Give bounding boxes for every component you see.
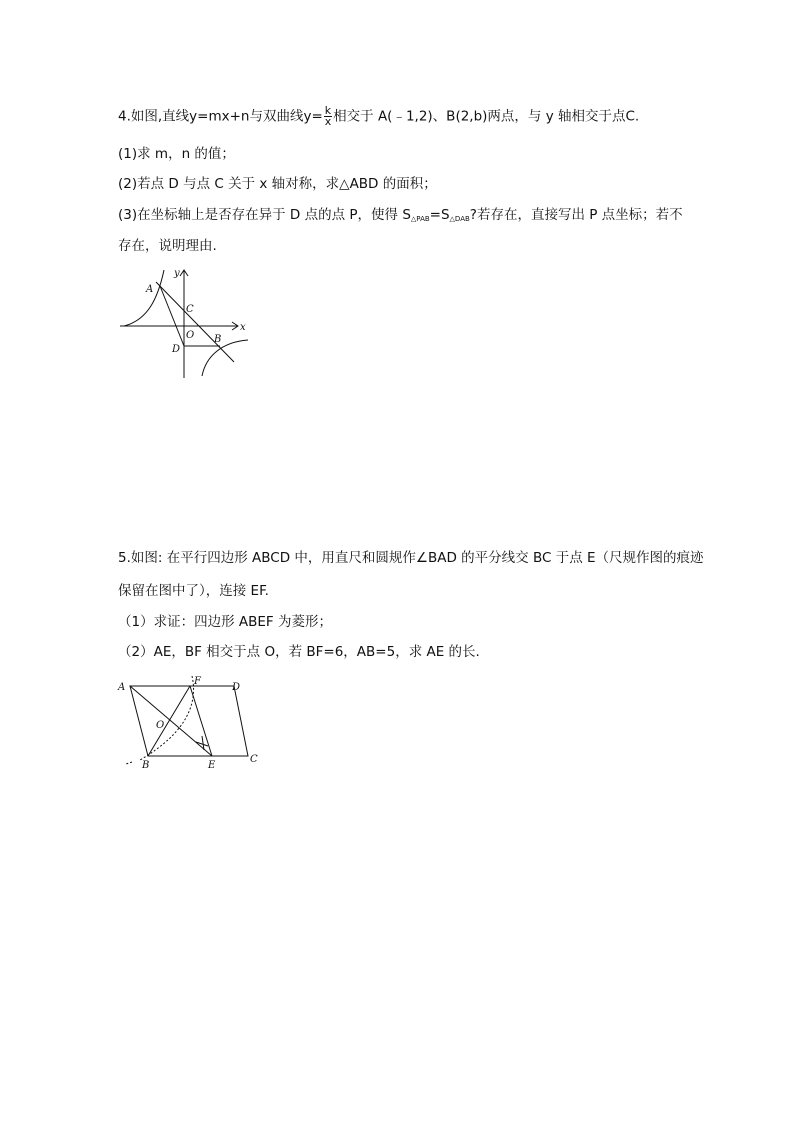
q4-sub1: (1)求 m，n 的值； <box>118 146 235 162</box>
q4-label-d: D <box>172 344 181 355</box>
q4-label-b: B <box>214 334 222 345</box>
q4-fraction-denominator: x <box>324 115 332 128</box>
q4-sub3-line1 <box>118 206 683 228</box>
q5-label-d: D <box>232 682 241 693</box>
q5-segment-bf <box>148 686 190 756</box>
q5-sub1: （1）求证：四边形 ABEF 为菱形； <box>118 614 332 630</box>
q4-stem <box>118 106 639 127</box>
q4-hyperbola-upper-left <box>124 270 164 326</box>
q5-label-e: E <box>208 760 216 771</box>
q4-label-c: C <box>186 304 194 315</box>
q4-label-x: x <box>240 322 246 333</box>
q5-sub2: （2）AE，BF 相交于点 O，若 BF=6，AB=5，求 AE 的长. <box>118 644 480 660</box>
q4-hyperbola-lower-right <box>202 340 248 376</box>
q4-sub3-subscript-pab: △PAB <box>410 215 430 223</box>
q4-stem-part2: 相交于 A(﹣1,2)、B(2,b)两点，与 y 轴相交于点C. <box>333 108 640 125</box>
q5-stem-line2: 保留在图中了），连接 EF. <box>118 583 269 599</box>
q5-label-b: B <box>142 760 150 771</box>
q5-label-c: C <box>250 754 258 765</box>
q4-label-y: y <box>174 268 180 279</box>
q5-construction-arc-small <box>126 762 132 764</box>
q4-sub3-subscript-dab: △DAB <box>449 215 470 223</box>
q4-figure <box>110 262 260 382</box>
q4-line-ab <box>156 282 234 362</box>
q4-sub3-a: (3)在坐标轴上是否存在异于 D 点的点 P，使得 S <box>118 207 411 223</box>
q5-segment-ae <box>130 686 212 756</box>
q5-label-o: O <box>156 720 165 731</box>
q4-label-a: A <box>146 284 154 295</box>
q4-sub3-line2: 存在，说明理由. <box>118 238 217 254</box>
q4-label-o: O <box>186 330 195 341</box>
q5-label-a: A <box>118 682 126 693</box>
q5-label-f: F <box>194 676 201 687</box>
q5-figure <box>112 672 272 772</box>
q4-fraction-numerator: k <box>324 104 332 117</box>
q4-stem-part1: 4.如图,直线y=mx+n与双曲线y= <box>118 108 323 125</box>
q4-sub3-equals: =S <box>429 207 450 223</box>
q4-segment-ad <box>160 286 184 346</box>
q4-fraction <box>324 106 332 127</box>
q5-parallelogram-abcd <box>130 686 248 756</box>
q4-sub2: (2)若点 D 与点 C 关于 x 轴对称，求△ABD 的面积； <box>118 176 437 192</box>
q4-sub3-b: ?若存在，直接写出 P 点坐标；若不 <box>469 207 683 223</box>
q5-stem-line1: 5.如图: 在平行四边形 ABCD 中，用直尺和圆规作∠BAD 的平分线交 BC 于点 E（尺规作图的痕迹 <box>118 550 704 566</box>
